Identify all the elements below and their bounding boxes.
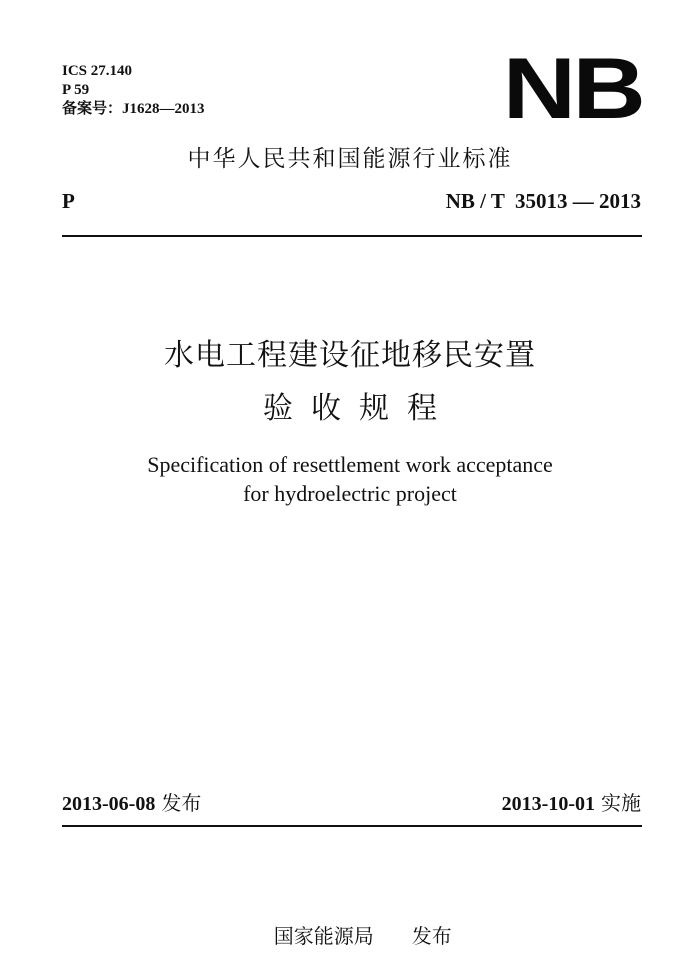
effective-label: 实施 (601, 791, 641, 815)
nb-logo: NB (502, 41, 642, 137)
top-divider (62, 235, 642, 237)
title-en-line2: for hydroelectric project (243, 481, 457, 506)
title-cn-line1: 水电工程建设征地移民安置 (164, 338, 536, 373)
bottom-divider (62, 825, 642, 827)
standard-type-heading: 中华人民共和国能源行业标准 (187, 146, 513, 172)
classification-block (62, 62, 205, 119)
title-en-line1: Specification of resettlement work acceptance (147, 452, 553, 477)
issue-date: 2013-06-08 (62, 793, 156, 815)
issuer-line (0, 894, 700, 966)
effective-date-block (502, 790, 641, 817)
ics-code: ICS 27.140 (62, 63, 133, 79)
issue-date-block (62, 790, 201, 817)
standard-number: NB / T 35013 — 2013 (445, 189, 641, 213)
category-code: P (62, 189, 75, 213)
effective-date: 2013-10-01 (501, 793, 595, 815)
ccs-code: P 59 (62, 82, 90, 98)
title-cn-line2: 验收规程 (263, 391, 455, 426)
issuer-name: 国家能源局 (273, 924, 374, 948)
issuer-action: 发布 (411, 924, 452, 948)
filing-number: 备案号：J1628—2013 (62, 101, 205, 117)
issue-label: 发布 (161, 791, 202, 815)
